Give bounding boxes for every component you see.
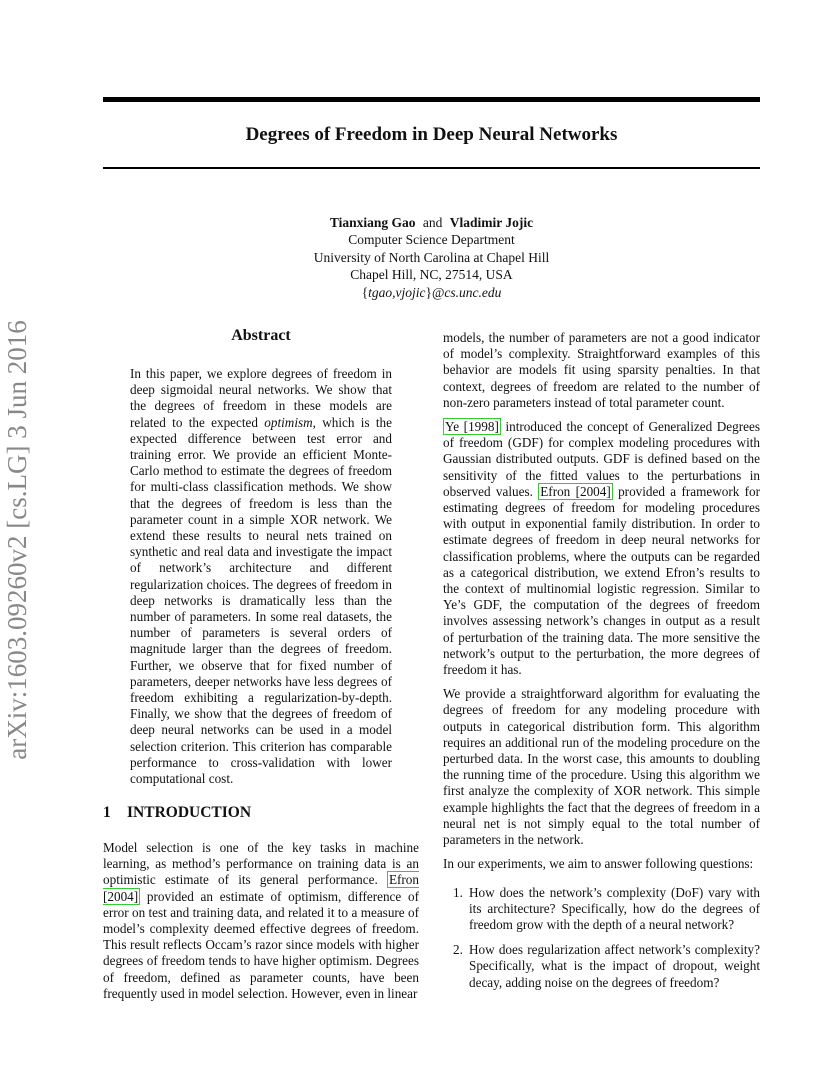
intro-p1-part-a: Model selection is one of the key tasks in machine learning, as method’s performance on training data is an optimistic estimate of its general performance. <box>103 840 419 888</box>
intro-p2-part-b: provided a framework for estimating degrees of freedom for modeling procedures with output in exponential family distribution. In order to estimate degrees of freedom in deep neural networks for classification problems, where the outputs can be regarded as a categorical distribution, we extend Efron’s results to the context of multinomial logistic regression. Similar to Ye’s GDF, the computation of the degrees of freedom involves assessing network’s changes in output as a result of perturbation of the training data. The more sensitive the network’s output to the perturbation, the more degrees of freedom it has. <box>443 483 761 678</box>
author-separator: and <box>422 215 443 230</box>
list-item <box>443 942 760 991</box>
email-close-brace: }@ <box>425 284 445 300</box>
author-1: Tianxiang Gao <box>329 215 416 230</box>
arxiv-stamp: arXiv:1603.09260v2 [cs.LG] 3 Jun 2016 <box>2 320 32 760</box>
author-department: Computer Science Department <box>348 232 515 248</box>
title-rule-top <box>103 97 760 102</box>
author-address: Chapel Hill, NC, 27514, USA <box>350 267 513 283</box>
citation-ye-1998[interactable]: Ye [1998] <box>445 419 499 435</box>
section-title: INTRODUCTION <box>127 804 252 821</box>
citation-efron-2004[interactable]: Efron [2004] <box>103 872 419 904</box>
author-university: University of North Carolina at Chapel Hill <box>313 249 550 265</box>
intro-p1-part-b: provided an estimate of optimism, difference of error on test and training data, and related it to a measure of model’s complexity deemed effective degrees of freedom. This result reflects Occam’s razor since models with higher degrees of freedom tends to have higher optimism. Degrees of freedom, defined as parameter counts, have been frequently used in model selection. However, even in linear <box>103 888 419 1001</box>
email-names: tgao,vjojic <box>368 284 426 300</box>
abstract-emphasis: optimism <box>264 414 313 430</box>
section-number: 1 <box>103 804 111 821</box>
author-email[interactable] <box>103 284 760 301</box>
intro-paragraph-3: We provide a straightforward algorithm for evaluating the degrees of freedom for any modeling procedure with outputs in categorical distribution form. This algorithm requires an additional run of the modeling procedure on the perturbed data. In the worst case, this amounts to doubling the running time of the procedure. Using this algorithm we first analyze the complexity of XOR network. This simple example highlights the fact that the degrees of freedom in a neural net is not simply equal to the total number of parameters in the network. <box>443 686 760 848</box>
abstract-text-part-b: , which is the expected difference between test error and training error. We provide an efficient Monte-Carlo method to estimate the degrees of freedom for multi-class classification methods. We show that the degrees of freedom is less than the parameter count in a simple XOR network. We extend these results to neural nets trained on synthetic and real data and investigate the impact of network’s architecture and different regularization choices. The degrees of freedom in deep networks is dramatically less than the number of parameters. In some real datasets, the number of parameters is several orders of magnitude larger than the degrees of freedom. Further, we observe that for fixed number of parameters, deeper networks have less degrees of freedom exhibiting a regularization-by-depth. Finally, we show that the degrees of freedom of deep neural networks can be used in a model selection criterion. This criterion has comparable performance to cross-validation with lower computational cost. <box>130 414 392 787</box>
abstract-text <box>130 366 392 787</box>
section-heading-introduction <box>103 804 419 822</box>
paper-title: Degrees of Freedom in Deep Neural Networks <box>245 124 618 145</box>
research-questions-list <box>443 885 760 991</box>
intro-paragraph-continued: models, the number of parameters are not a good indicator of model’s complexity. Straightforward examples of this behavior are models fit using sparsity penalties. In that context, degrees of freedom are related to the number of non-zero parameters instead of total parameter count. <box>443 330 760 410</box>
author-block <box>103 214 760 301</box>
intro-paragraph-2 <box>443 419 760 678</box>
citation-efron-2004-second[interactable]: Efron [2004] <box>540 483 611 499</box>
list-item-number: 2. <box>453 942 463 958</box>
list-item-text: How does the network’s complexity (DoF) vary with its architecture? Specifically, how do the degrees of freedom grow with the depth of a neural network? <box>469 884 760 932</box>
author-2: Vladimir Jojic <box>449 215 534 230</box>
email-domain: cs.unc.edu <box>444 284 502 300</box>
title-rule-bottom <box>103 167 760 169</box>
list-item <box>443 885 760 934</box>
email-open-brace: { <box>361 284 369 300</box>
abstract-heading: Abstract <box>231 327 291 344</box>
list-item-number: 1. <box>453 884 463 900</box>
list-item-text: How does regularization affect network’s complexity? Specifically, what is the impact of dropout, weight decay, adding noise on the degrees of freedom? <box>469 942 760 990</box>
right-column <box>443 330 760 1000</box>
intro-paragraph-1 <box>103 840 419 1002</box>
intro-p2-part-a: introduced the concept of Generalized Degrees of freedom (GDF) for complex modeling procedures with Gaussian distributed outputs. GDF is defined based on the sensitivity of the fitted values to the perturbations in observed values. <box>443 419 760 499</box>
intro-paragraph-4: In our experiments, we aim to answer following questions: <box>443 856 754 872</box>
author-names <box>103 214 760 231</box>
abstract-text-part-a: In this paper, we explore degrees of freedom in deep sigmoidal neural networks. We show that the degrees of freedom in these models are related to the expected <box>130 366 392 430</box>
